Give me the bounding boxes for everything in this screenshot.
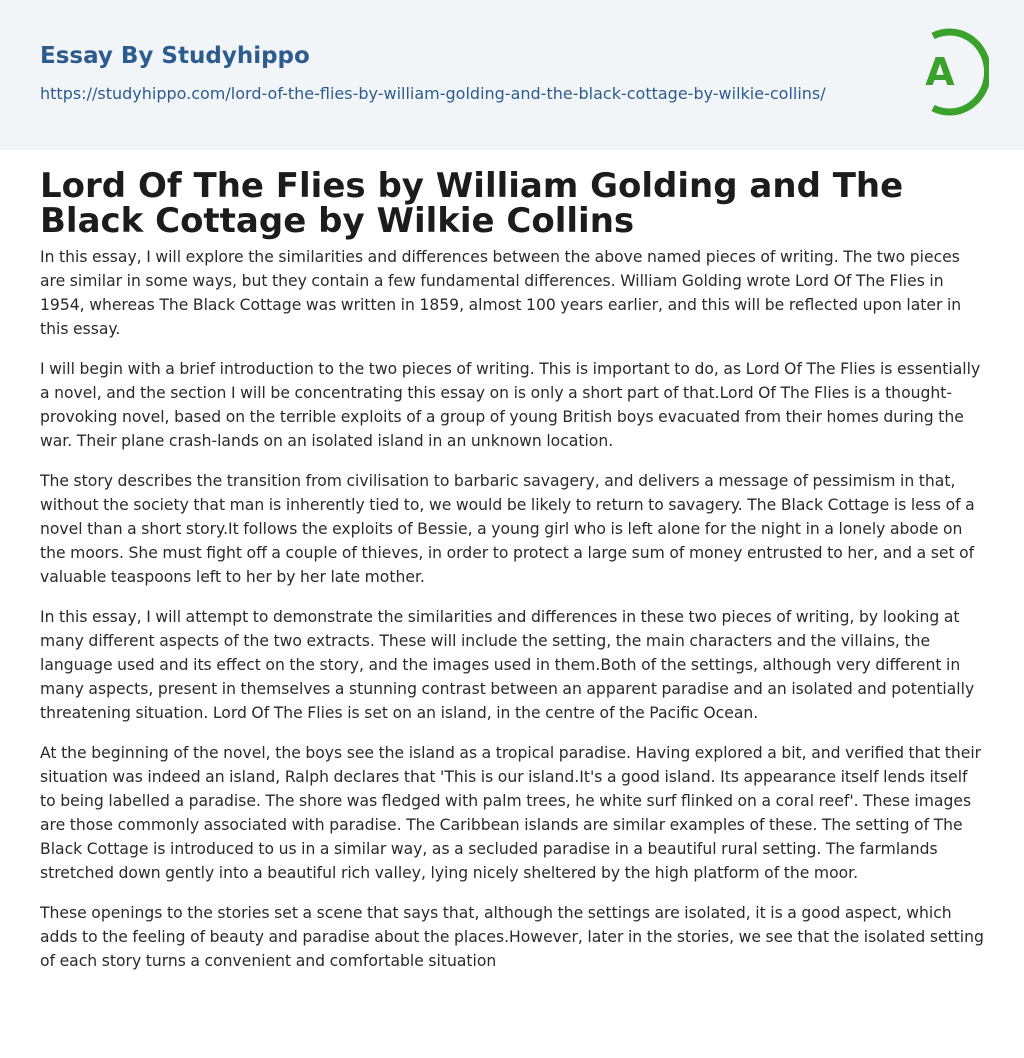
article-paragraph: The story describes the transition from civilisation to barbaric savagery, and delivers a message of pessimism in that, without the society that man is inherently tied to, we would be likely to return to savagery. The Black Cottage is less of a novel than a short story.It follows the exploits of Bessie, a young girl who is left alone for the night in a lonely abode on the moors. She must fight off a couple of thieves, in order to protect a large sum of money entrusted to her, and a set of valuable teaspoons left to her by her late mother. (40, 472, 975, 586)
article-title: Lord Of The Flies by William Golding and The Black Cottage by Wilkie Collins (40, 166, 904, 241)
site-header (0, 0, 1024, 150)
article-paragraph: I will begin with a brief introduction to the two pieces of writing. This is important to do, as Lord Of The Flies is essentially a novel, and the section I will be concentrating this essay on is only a short part of that.Lord Of The Flies is a thought-provoking novel, based on the terrible exploits of a group of young British boys evacuated from their homes during the war. Their plane crash-lands on an isolated island in an unknown location. (40, 360, 981, 450)
article-paragraph: In this essay, I will explore the similarities and differences between the above named pieces of writing. The two pieces are similar in some ways, but they contain a few fundamental differences. William Golding wrote Lord Of The Flies in 1954, whereas The Black Cottage was written in 1859, almost 100 years earlier, and this will be reflected upon later in this essay. (40, 248, 962, 338)
article (40, 166, 984, 989)
logo-letter: A (925, 50, 955, 94)
studyhippo-logo-icon[interactable] (905, 28, 989, 116)
article-paragraph: At the beginning of the novel, the boys see the island as a tropical paradise. Having explored a bit, and verified that their situation was indeed an island, Ralph declares that 'This is our island.It's a good island. Its appearance itself lends itself to being labelled a paradise. The shore was fledged with palm trees, he white surf flinked on a coral reef'. These images are those commonly associated with paradise. The Caribbean islands are similar examples of these. The setting of The Black Cottage is introduced to us in a similar way, as a secluded paradise in a beautiful rural setting. The farmlands stretched down gently into a beautiful rich valley, lying nicely sheltered by the high platform of the moor. (40, 744, 982, 882)
article-paragraph: In this essay, I will attempt to demonstrate the similarities and differences in these two pieces of writing, by looking at many different aspects of the two extracts. These will include the setting, the main characters and the villains, the language used and its effect on the story, and the images used in them.Both of the settings, although very different in many aspects, present in themselves a stunning contrast between an apparent paradise and an isolated and potentially threatening situation. Lord Of The Flies is set on an island, in the centre of the Pacific Ocean. (40, 608, 975, 722)
article-url-link[interactable]: https://studyhippo.com/lord-of-the-flies-by-william-golding-and-the-black-cottage-by-wilkie-collins/ (40, 84, 826, 103)
article-paragraph: These openings to the stories set a scene that says that, although the settings are isolated, it is a good aspect, which adds to the feeling of beauty and paradise about the places.However, later in the stories, we see that the isolated setting of each story turns a convenient and comfortable situation (40, 904, 984, 970)
site-name[interactable]: Essay By Studyhippo (40, 43, 310, 69)
